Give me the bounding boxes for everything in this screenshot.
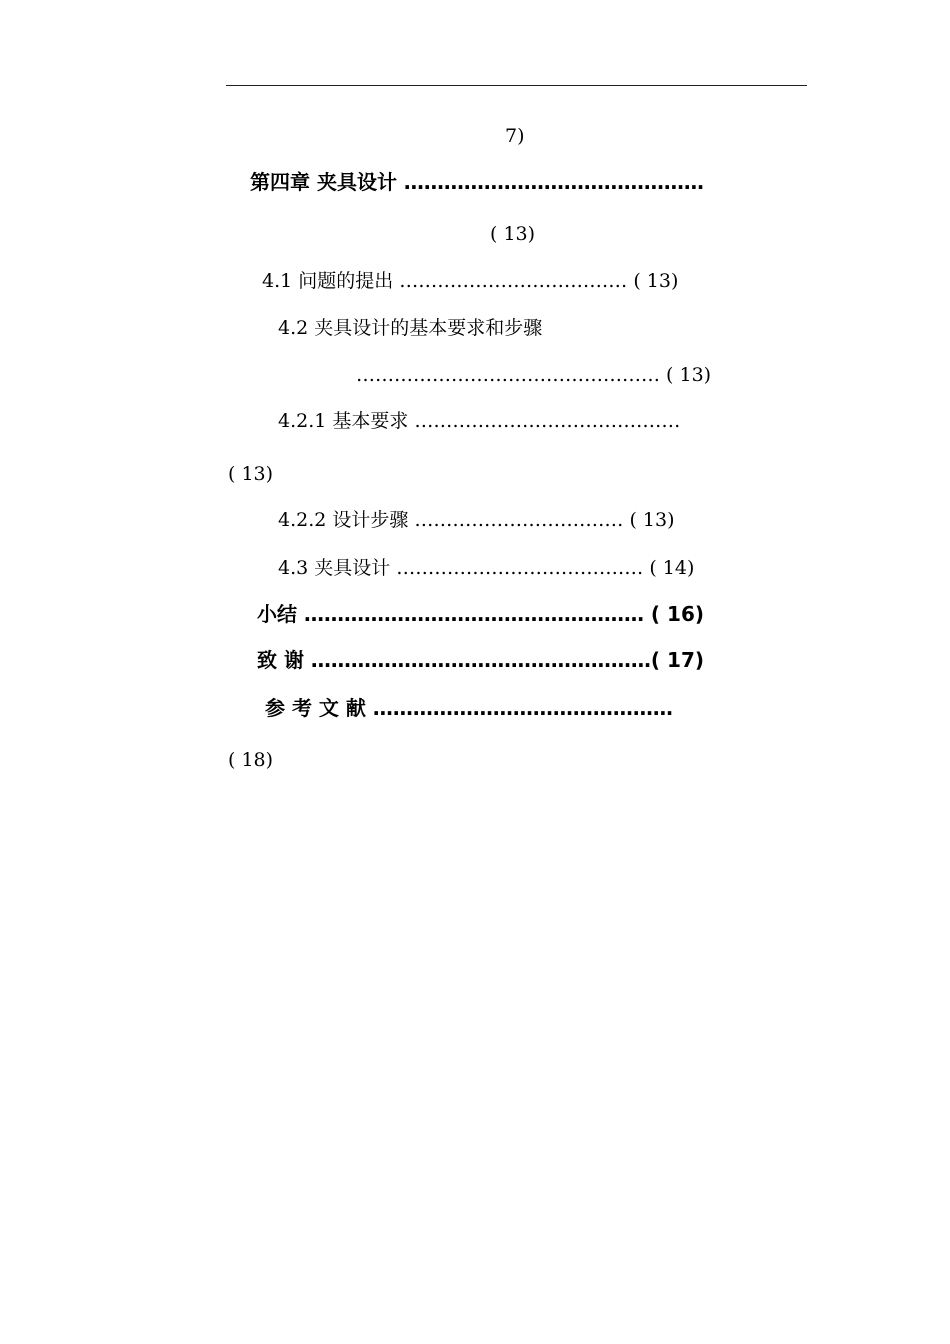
toc-section-4-1[interactable]: 4.1 问题的提出 ……………………………… ( 13) — [262, 270, 679, 292]
toc-section-4-2-1[interactable]: 4.2.1 基本要求 …………………………………… — [278, 410, 681, 432]
toc-references-page: ( 18) — [228, 749, 274, 771]
toc-acknowledgements[interactable]: 致 谢 ……………………………………………( 17) — [257, 648, 705, 672]
toc-section-4-2-1-page: ( 13) — [228, 463, 274, 485]
toc-chapter-4-title[interactable]: 第四章 夹具设计 ……………………………………… — [250, 170, 704, 194]
toc-references[interactable]: 参 考 文 献 ……………………………………… — [265, 696, 673, 720]
toc-summary[interactable]: 小结 …………………………………………… ( 16) — [257, 602, 705, 626]
toc-section-4-2-page: ………………………………………… ( 13) — [356, 364, 712, 386]
toc-continued-page: 7) — [505, 125, 525, 147]
toc-chapter-4-page: ( 13) — [490, 223, 536, 245]
toc-section-4-2-2[interactable]: 4.2.2 设计步骤 …………………………… ( 13) — [278, 509, 675, 531]
toc-section-4-3[interactable]: 4.3 夹具设计 ………………………………… ( 14) — [278, 557, 695, 579]
header-rule — [226, 85, 807, 86]
toc-section-4-2-title[interactable]: 4.2 夹具设计的基本要求和步骤 — [278, 317, 543, 339]
